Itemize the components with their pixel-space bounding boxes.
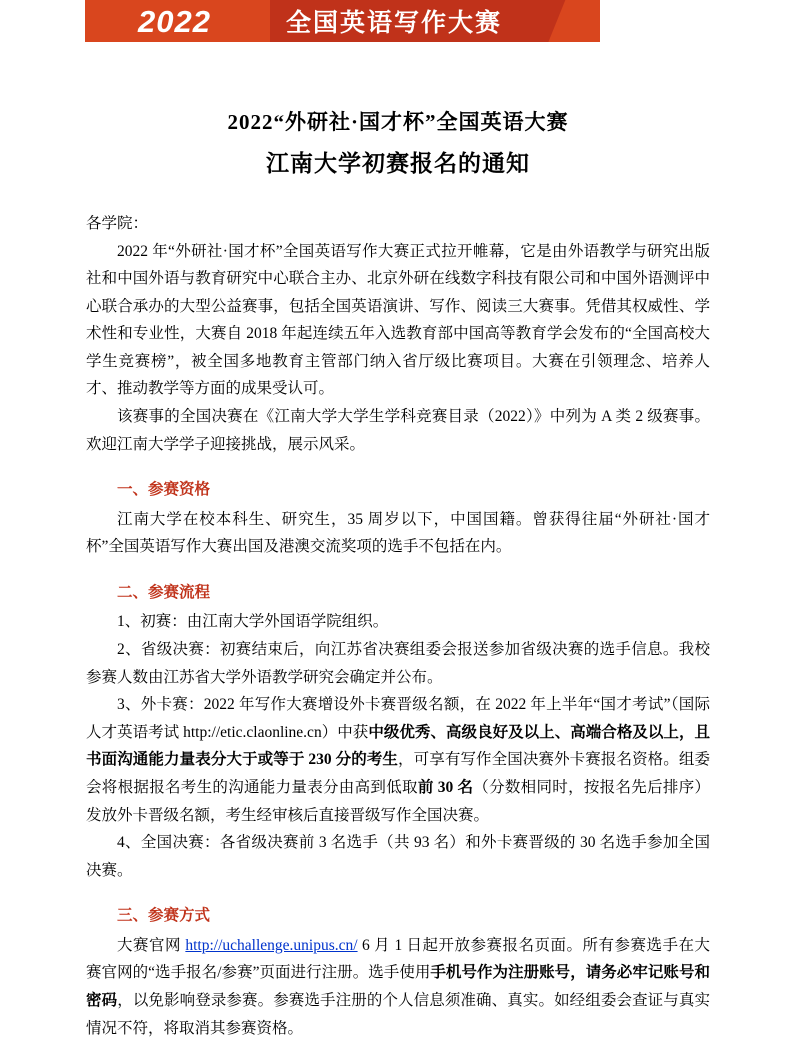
section-2-item-2: 2、省级决赛：初赛结束后，向江苏省决赛组委会报送参加省级决赛的选手信息。我校参赛人数由江苏省大学外语教学研究会确定并公布。 <box>86 641 710 686</box>
intro-paragraph-1: 2022 年“外研社·国才杯”全国英语写作大赛正式拉开帷幕，它是由外语教学与研究出版社和中国外语与教育研究中心联合主办、北京外研在线数字科技有限公司和中国外语测评中心联合承办的大型公益赛事，包括全国英语演讲、写作、阅读三大赛事。凭借其权威性、学术性和专业性，大赛自 2018 年起连续五年入选教育部中国高等教育学会发布的“全国高校大学生竞赛榜”，被全国多地教育主管部门纳入省厅级比赛项目。大赛在引领理念、培养人才、推动教学等方面的成果受认可。 <box>86 242 710 398</box>
registration-prefix: 大赛官网 <box>117 936 181 954</box>
section-3-paragraph-1 <box>86 932 710 1042</box>
page-subtitle: 江南大学初赛报名的通知 <box>266 150 530 176</box>
banner-year-block <box>85 0 270 42</box>
salutation: 各学院： <box>86 215 149 233</box>
section-2-item-1: 1、初赛：由江南大学外国语学院组织。 <box>117 613 389 631</box>
banner-title: 全国英语写作大赛 <box>286 9 503 37</box>
official-site-link[interactable]: http://uchallenge.unipus.cn/ <box>185 936 358 954</box>
document-body <box>0 106 796 1042</box>
section-heading-process: 二、参赛流程 <box>117 583 211 601</box>
registration-mid: 6 月 1 日起开放参赛报名页面。所有参赛选手在大赛官网的“选手报名/参赛”页面进行注册。选手使用 <box>86 936 710 982</box>
page-banner <box>0 0 796 48</box>
section-2-item-4: 4、全国决赛：各省级决赛前 3 名选手（共 93 名）和外卡赛晋级的 30 名选手参加全国决赛。 <box>86 834 710 879</box>
wildcard-mid: ，可享有写作全国决赛外卡赛报名资格。组委会将根据报名考生的沟通能力量表分由高到低取 <box>86 751 710 796</box>
wildcard-prefix: 3、外卡赛：2022 年写作大赛增设外卡赛晋级名额，在 2022 年上半年“国才考试”（国际人才英语考试 http://etic.claonline.cn）中获 <box>86 696 710 741</box>
registration-bold: 手机号作为注册账号，请务必牢记账号和密码 <box>86 964 710 1009</box>
banner-title-block <box>270 0 600 42</box>
intro-paragraph-2: 该赛事的全国决赛在《江南大学大学生学科竞赛目录（2022）》中列为 A 类 2 级赛事。欢迎江南大学学子迎接挑战，展示风采。 <box>86 407 710 453</box>
section-heading-registration: 三、参赛方式 <box>117 907 211 925</box>
section-2-item-3 <box>86 691 710 829</box>
wildcard-mid-2: （分数相同时，按报名先后排序）发放外卡晋级名额，考生经审核后直接晋级写作全国决赛。 <box>86 778 710 824</box>
wildcard-bold-1: 中级优秀、高级良好及以上、高端合格及以上，且书面沟通能力量表分大于或等于 230 分的考生 <box>86 723 710 769</box>
section-heading-eligibility: 一、参赛资格 <box>117 481 211 499</box>
registration-suffix: ，以免影响登录参赛。参赛选手注册的个人信息须准确、真实。如经组委会查证与真实情况不符，将取消其参赛资格。 <box>86 991 710 1037</box>
page-title: 2022“外研社·国才杯”全国英语大赛 <box>227 110 569 134</box>
banner-graphic <box>85 0 600 42</box>
banner-year: 2022 <box>138 3 211 39</box>
section-1-paragraph-1: 江南大学在校本科生、研究生，35 周岁以下，中国国籍。曾获得往届“外研社·国才杯”全国英语写作大赛出国及港澳交流奖项的选手不包括在内。 <box>86 510 710 556</box>
wildcard-bold-2: 前 30 名 <box>417 778 474 796</box>
